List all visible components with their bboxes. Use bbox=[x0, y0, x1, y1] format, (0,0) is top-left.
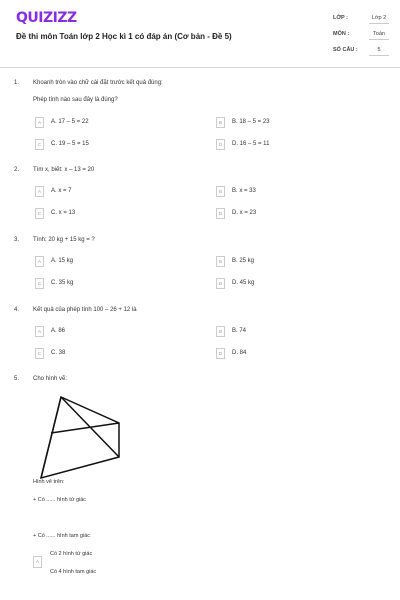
option-letter-box: A bbox=[35, 186, 44, 197]
option-text: D. 16 – 5 = 11 bbox=[232, 141, 270, 147]
option-a-line2: Có 4 hình tam giác bbox=[50, 569, 97, 575]
option-letter-box: D bbox=[216, 139, 225, 150]
option-text: D. 84 bbox=[232, 350, 247, 356]
option-letter-box: C bbox=[35, 139, 44, 150]
option-text: A. 15 kg bbox=[51, 258, 74, 264]
option-letter-box: B bbox=[216, 117, 225, 128]
figure-cross-line bbox=[51, 423, 119, 433]
option-a-line1: Có 2 hình tứ giác bbox=[50, 551, 93, 557]
figure-caption: Hình vẽ trên: bbox=[33, 479, 65, 485]
worksheet-header: QUIZIZZ Đề thi môn Toán lớp 2 Học kì 1 có đáp án (Cơ bản - Đề 5) LỚP : Lớp 2 MÔN : Toán SỐ CÂU : 5 bbox=[0, 0, 400, 68]
option-letter-box: A bbox=[35, 326, 44, 337]
option-text: A. 17 – 5 = 22 bbox=[51, 119, 89, 125]
option-text: B. 18 – 5 = 23 bbox=[232, 119, 270, 125]
figure-outline bbox=[41, 397, 119, 478]
blank-quadrilaterals: + Có ...... hình tứ giác bbox=[33, 497, 87, 503]
option-text: C. 38 bbox=[51, 350, 66, 356]
option-letter-box: D bbox=[216, 208, 225, 219]
figure-diagonal bbox=[61, 397, 119, 457]
option-letter-box: B bbox=[216, 256, 225, 267]
option-letter-box: B bbox=[216, 186, 225, 197]
option-text: A. 86 bbox=[51, 328, 66, 334]
question-subtext: Phép tính nào sau đây là đúng? bbox=[33, 97, 118, 103]
option-text: A. x = 7 bbox=[51, 188, 72, 194]
option-text: B. x = 33 bbox=[232, 188, 256, 194]
option-text: C. 35 kg bbox=[51, 280, 74, 286]
option-letter-box: A bbox=[35, 256, 44, 267]
question-text: Tìm x, biết: x – 13 = 20 bbox=[33, 167, 95, 173]
blank-triangles: + Có ...... hình tam giác bbox=[33, 533, 91, 539]
quizizz-logo: QUIZIZZ bbox=[16, 10, 77, 26]
question-text: Khoanh tròn vào chữ cái đặt trước kết quả đúng: bbox=[33, 80, 163, 86]
option-text: C. 19 – 5 = 15 bbox=[51, 141, 89, 147]
option-letter-box: C bbox=[35, 348, 44, 359]
option-letter-box: C bbox=[35, 278, 44, 289]
question-text: Kết quả của phép tính 100 – 26 + 12 là bbox=[33, 307, 137, 313]
option-letter-box: A bbox=[35, 117, 44, 128]
geometry-figure bbox=[38, 394, 124, 484]
question-number: 5. bbox=[14, 376, 20, 382]
option-letter-box: D bbox=[216, 348, 225, 359]
option-letter-box: B bbox=[216, 326, 225, 337]
option-text: B. 74 bbox=[232, 328, 247, 334]
question-text: Cho hình vẽ: bbox=[33, 376, 68, 382]
option-letter-box: D bbox=[216, 278, 225, 289]
option-text: C. x = 13 bbox=[51, 210, 76, 216]
question-text: Tính: 20 kg + 15 kg = ? bbox=[33, 237, 95, 243]
option-text: D. 45 kg bbox=[232, 280, 255, 286]
option-letter-box: C bbox=[35, 208, 44, 219]
option-text: B. 25 kg bbox=[232, 258, 255, 264]
question-number: 2. bbox=[14, 167, 20, 173]
question-number: 1. bbox=[14, 80, 20, 86]
option-text: D. x = 23 bbox=[232, 210, 257, 216]
figure-left-edge bbox=[41, 397, 61, 478]
option-letter-box[interactable]: A bbox=[33, 556, 42, 568]
question-number: 3. bbox=[14, 237, 20, 243]
question-number: 4. bbox=[14, 307, 20, 313]
document-title: Đề thi môn Toán lớp 2 Học kì 1 có đáp án (Cơ bản - Đề 5) bbox=[16, 32, 232, 41]
